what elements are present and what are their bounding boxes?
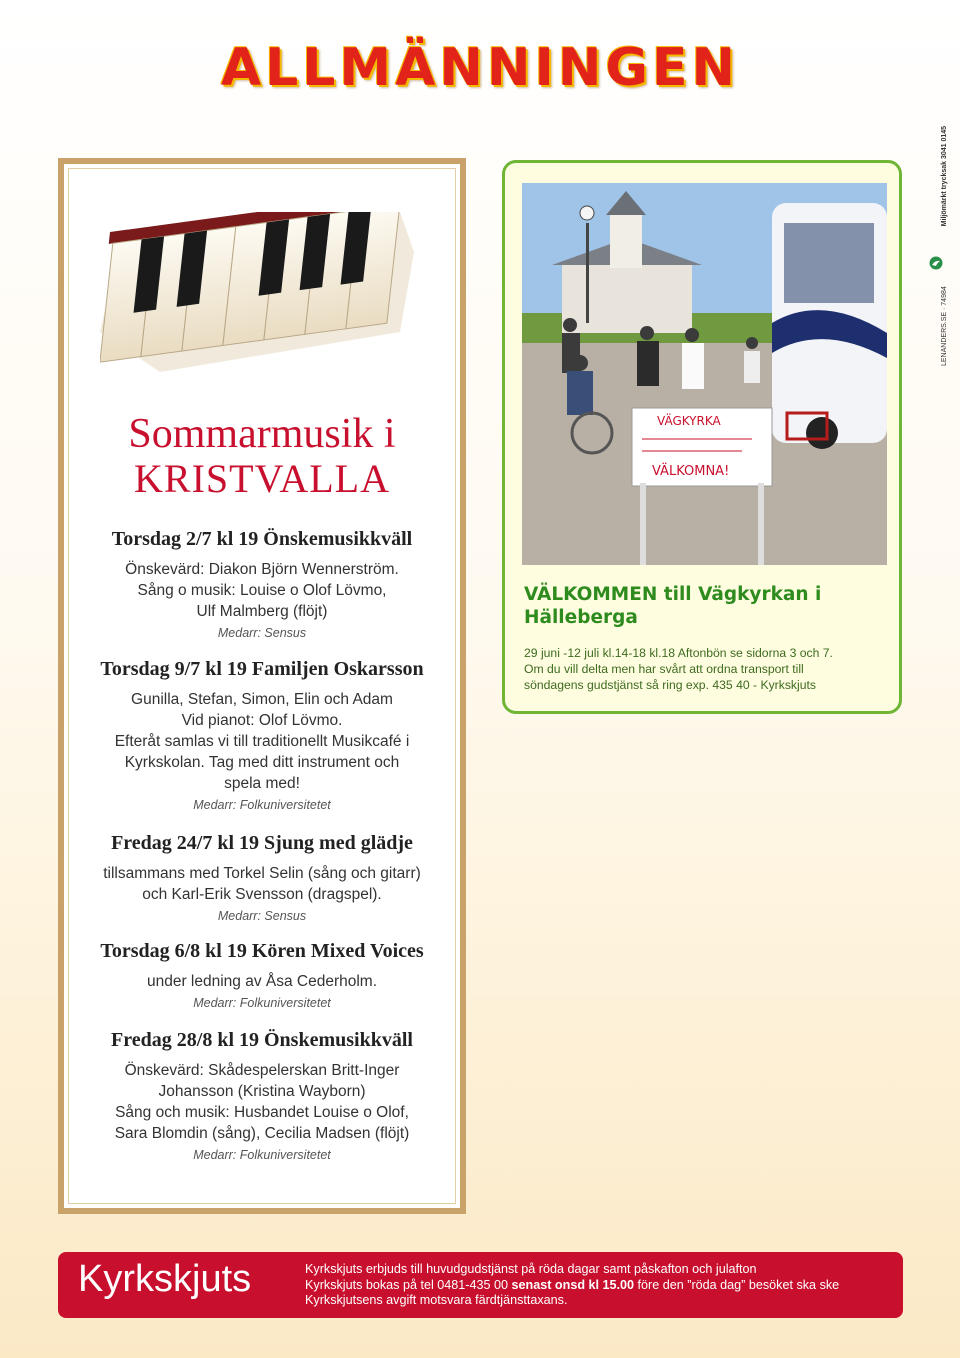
event-line: under ledning av Åsa Cederholm. bbox=[146, 973, 378, 990]
event-line: Önskevärd: Skådespelerskan Britt-Inger bbox=[124, 1062, 400, 1079]
side-print-text bbox=[941, 126, 948, 366]
event-line: Efteråt samlas vi till traditionellt Musikcafé i bbox=[114, 733, 410, 750]
banner-line2-deadline: senast onsd kl 15.00 bbox=[511, 1277, 635, 1292]
event-organizer: Medarr: Sensus bbox=[217, 626, 307, 640]
event-organizer: Medarr: Folkuniversitetet bbox=[193, 996, 331, 1010]
event-line: Sara Blomdin (sång), Cecilia Madsen (flöjt) bbox=[114, 1125, 410, 1142]
masthead-title: ALLMÄNNINGEN bbox=[220, 38, 740, 98]
welcome-line: 29 juni -12 juli kl.14-18 kl.18 Aftonbön se sidorna 3 och 7. bbox=[524, 646, 833, 660]
banner-line2-end: före den ”röda dag” besöket ska ske bbox=[634, 1277, 840, 1292]
event-line: spela med! bbox=[224, 775, 300, 792]
event-line: Gunilla, Stefan, Simon, Elin och Adam bbox=[131, 691, 393, 708]
event-organizer: Medarr: Folkuniversitetet bbox=[193, 798, 331, 812]
banner-title: Kyrkskjuts bbox=[78, 1258, 252, 1300]
event-heading: Fredag 28/8 kl 19 Önskemusikkväll bbox=[111, 1029, 413, 1051]
event-2 bbox=[58, 658, 466, 812]
eco-label: Miljömärkt trycksak 3041 0145 bbox=[941, 125, 948, 227]
banner-line1: Kyrkskjuts erbjuds till huvudgudstjänst på röda dagar samt påskafton och julafton bbox=[305, 1262, 757, 1276]
welcome-heading: VÄLKOMMEN till Vägkyrkan i Hälleberga bbox=[524, 584, 822, 628]
banner-line2-start: Kyrkskjuts bokas på tel 0481-435 00 bbox=[305, 1277, 512, 1292]
event-line: Vid pianot: Olof Lövmo. bbox=[181, 712, 343, 729]
event-line: Sång och musik: Husbandet Louise o Olof, bbox=[115, 1104, 409, 1121]
event-heading: Torsdag 2/7 kl 19 Önskemusikkväll bbox=[111, 528, 413, 550]
sign-line1: VÄGKYRKA bbox=[657, 414, 721, 428]
event-line: Sång o musik: Louise o Olof Lövmo, bbox=[137, 582, 387, 599]
card-title-line2: KRISTVALLA bbox=[134, 456, 390, 501]
welcome-box bbox=[502, 160, 902, 714]
event-4 bbox=[58, 940, 466, 1010]
event-organizer: Medarr: Folkuniversitetet bbox=[193, 1148, 331, 1162]
event-heading: Torsdag 9/7 kl 19 Familjen Oskarsson bbox=[100, 658, 424, 680]
banner-text bbox=[305, 1262, 895, 1309]
card-title-line1: Sommarmusik i bbox=[128, 411, 396, 457]
event-heading: Torsdag 6/8 kl 19 Kören Mixed Voices bbox=[100, 940, 424, 962]
printer-credit: LENANDERS.SE · 74984 bbox=[941, 286, 948, 366]
roadside-church-photo bbox=[522, 183, 887, 565]
event-line: Johansson (Kristina Wayborn) bbox=[158, 1083, 366, 1100]
event-organizer: Medarr: Sensus bbox=[217, 909, 307, 923]
event-heading: Fredag 24/7 kl 19 Sjung med glädje bbox=[111, 832, 413, 854]
event-line: Önskevärd: Diakon Björn Wennerström. bbox=[125, 561, 399, 578]
event-line: Kyrkskolan. Tag med ditt instrument och bbox=[124, 754, 400, 771]
welcome-line: söndagens gudstjänst så ring exp. 435 40 - Kyrkskjuts bbox=[524, 678, 816, 692]
event-line: och Karl-Erik Svensson (dragspel). bbox=[142, 886, 382, 903]
event-line: Ulf Malmberg (flöjt) bbox=[196, 603, 328, 620]
piano-keys-image bbox=[100, 212, 414, 372]
sign-line2: VÄLKOMNA! bbox=[652, 464, 730, 479]
banner-line2 bbox=[305, 1278, 895, 1294]
event-3 bbox=[58, 832, 466, 923]
event-line: tillsammans med Torkel Selin (sång och gitarr) bbox=[103, 865, 421, 882]
nordic-swan-eco-icon bbox=[929, 256, 943, 270]
welcome-body bbox=[524, 645, 889, 693]
kyrkskjuts-banner bbox=[58, 1252, 903, 1318]
welcome-line: Om du vill delta men har svårt att ordna transport till bbox=[524, 662, 804, 676]
banner-line3: Kyrkskjutsens avgift motsvara färdtjänsttaxans. bbox=[305, 1293, 568, 1307]
event-5 bbox=[58, 1029, 466, 1162]
event-1 bbox=[58, 528, 466, 640]
